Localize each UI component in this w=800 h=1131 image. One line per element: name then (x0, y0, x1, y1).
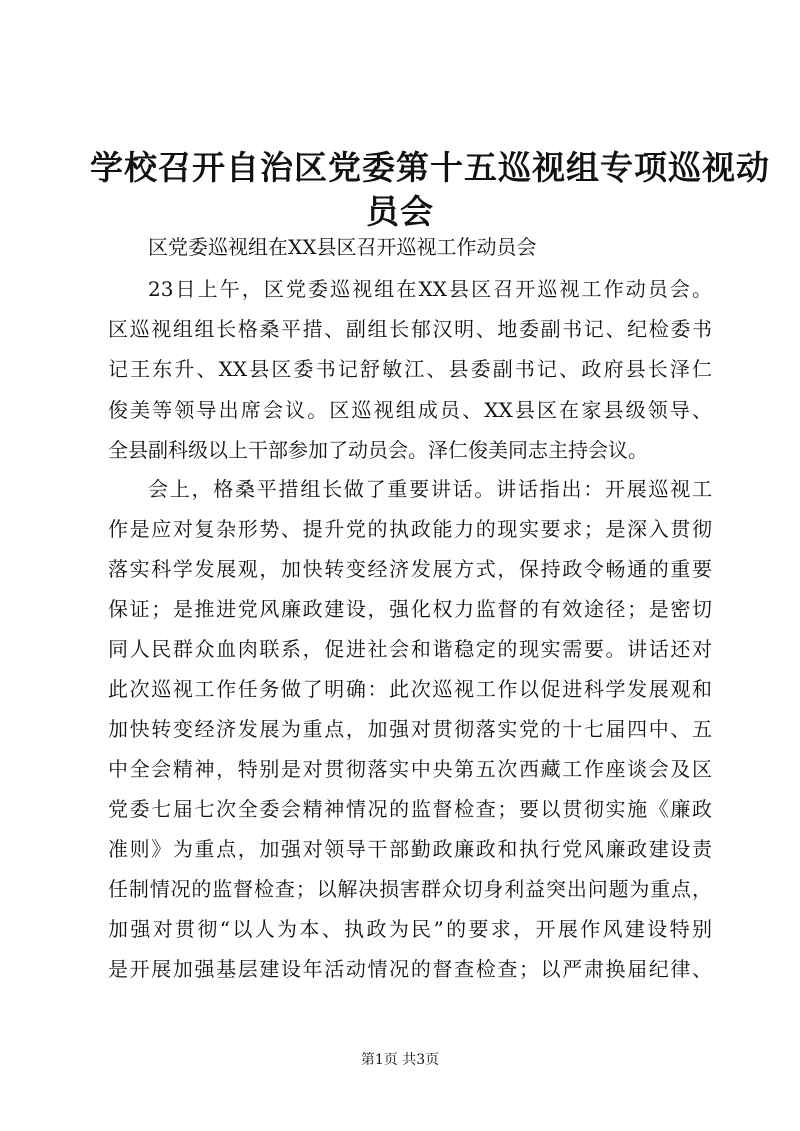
text-line: 作是应对复杂形势、提升党的执政能力的现实要求；是深入贯彻 (108, 517, 712, 541)
text-line: 区巡视组组长格桑平措、副组长郁汉明、地委副书记、纪检委书 (108, 317, 712, 341)
text-line: 落实科学发展观，加快转变经济发展方式，保持政令畅通的重要 (108, 557, 712, 581)
text-line: 此次巡视工作任务做了明确：此次巡视工作以促进科学发展观和 (108, 677, 712, 701)
text-line: 准则》为重点，加强对领导干部勤政廉政和执行党风廉政建设责 (108, 837, 712, 861)
text-line: 加快转变经济发展为重点，加强对贯彻落实党的十七届四中、五 (108, 717, 712, 741)
text-line: 党委七届七次全委会精神情况的监督检查；要以贯彻实施《廉政 (108, 797, 712, 821)
text-line: 是开展加强基层建设年活动情况的督查检查；以严肃换届纪律、 (108, 957, 712, 981)
text-line: 全县副科级以上干部参加了动员会。泽仁俊美同志主持会议。 (108, 438, 648, 462)
text-line: 记王东升、XX县区委书记舒敏江、县委副书记、政府县长泽仁 (108, 357, 712, 381)
text-line: 任制情况的监督检查；以解决损害群众切身利益突出问题为重点， (108, 877, 712, 901)
text-line: 俊美等领导出席会议。区巡视组成员、XX县区在家县级领导、 (108, 398, 712, 422)
subheading: 区党委巡视组在XX县区召开巡视工作动员会 (148, 235, 537, 259)
text-line: 加强对贯彻“以人为本、执政为民”的要求，开展作风建设特别 (108, 917, 712, 941)
text-line: 保证；是推进党风廉政建设，强化权力监督的有效途径；是密切 (108, 597, 712, 621)
document-title-line2: 员会 (366, 192, 434, 231)
text-line: 中全会精神，特别是对贯彻落实中央第五次西藏工作座谈会及区 (108, 757, 712, 781)
text-line: 会上，格桑平措组长做了重要讲话。讲话指出：开展巡视工 (148, 477, 712, 501)
document-title-line1: 学校召开自治区党委第十五巡视组专项巡视动 (90, 148, 770, 187)
text-line: 同人民群众血肉联系，促进社会和谐稳定的现实需要。讲话还对 (108, 637, 712, 661)
page-footer: 第1页 共3页 (360, 1052, 440, 1068)
text-line: 23日上午，区党委巡视组在XX县区召开巡视工作动员会。 (148, 277, 712, 301)
